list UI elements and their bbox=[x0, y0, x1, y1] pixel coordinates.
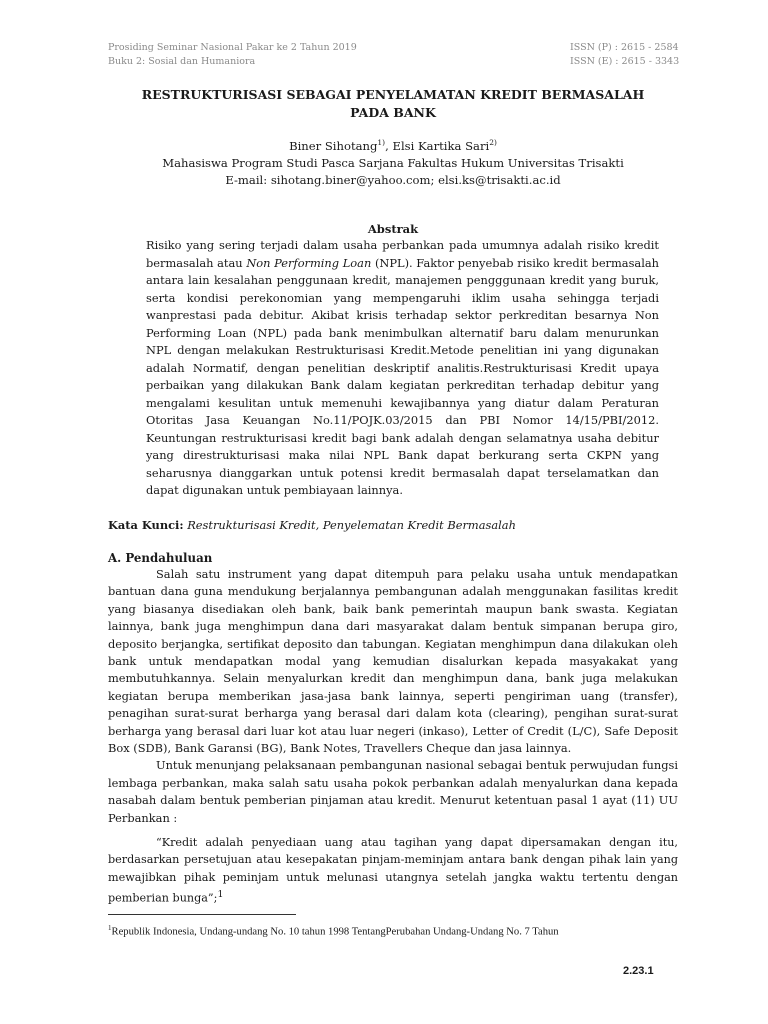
proceedings-title: Prosiding Seminar Nasional Pakar ke 2 Tahun 2019 bbox=[108, 42, 357, 53]
title-line-2: PADA BANK bbox=[350, 105, 436, 120]
footnote-divider bbox=[108, 914, 296, 915]
author-2: Elsi Kartika Sari bbox=[392, 138, 490, 153]
abstract-text-start: Risiko yang sering terjadi dalam usaha perbankan pada umumnya adalah risiko kredit bermasalah atau bbox=[146, 238, 659, 270]
abstract-heading: Abstrak bbox=[367, 222, 419, 236]
author-1: Biner Sihotang bbox=[289, 138, 378, 153]
abstract-text-rest: (NPL). Faktor penyebab risiko kredit bermasalah antara lain kesalahan penggunaan kredit, manajemen pengggunaan kredit yang buruk, serta kondisi perekonomian yang mempengaruhi iklim usaha sehingga terjadi wanprestasi pada debitur. Akibat krisis terhadap sektor perkreditan besarnya Non Performing Loan (NPL) pada bank menimbulkan alternatif baru dalam menurunkan NPL dengan melakukan Restrukturisasi Kredit.Metode penelitian ini yang digunakan adalah Normatif, dengan penelitian deskriptif analitis.Restrukturisasi Kredit upaya perbaikan yang dilakukan Bank dalam kegiatan perkreditan terhadap debitur yang mengalami kesulitan untuk memenuhi kewajibannya yang diatur dalam Peraturan Otoritas Jasa Keuangan No.11/POJK.03/2015 dan PBI Nomor 14/15/PBI/2012. Keuntungan restrukturisasi kredit bagi bank adalah dengan selamatnya usaha debitur yang direstrukturisasi maka nilai NPL Bank dapat berkurang serta CKPN yang seharusnya dianggarkan untuk potensi kredit bermasalah dapat terselamatkan dan dapat digunakan untuk pembiayaan lainnya. bbox=[146, 255, 659, 497]
affiliation: Mahasiswa Program Studi Pasca Sarjana Fakultas Hukum Universitas Trisakti bbox=[162, 155, 624, 170]
block-quote bbox=[108, 834, 678, 907]
footnote-text: Republik Indonesia, Undang-undang No. 10 tahun 1998 TentangPerubahan Undang-Undang No. 7 Tahun bbox=[111, 926, 559, 938]
running-header-left bbox=[108, 41, 357, 69]
running-header-right bbox=[570, 41, 679, 69]
page-number: 2.23.1 bbox=[623, 965, 654, 977]
issn-print: ISSN (P) : 2615 - 2584 bbox=[570, 42, 679, 53]
author-separator: , bbox=[385, 138, 393, 153]
book-label: Buku 2: Sosial dan Humaniora bbox=[108, 56, 256, 67]
section-body bbox=[108, 566, 678, 827]
quote-text: “Kredit adalah penyediaan uang atau tagihan yang dapat dipersamakan dengan itu, berdasarkan persetujuan atau kesepakatan pinjam-meminjam antara bank dengan pihak lain yang mewajibkan pihak peminjam untuk melunasi utangnya setelah jangka waktu tertentu dengan pemberian bunga”; bbox=[108, 836, 678, 905]
author-names bbox=[108, 134, 678, 155]
author-2-mark: 2) bbox=[489, 138, 497, 147]
paper-title bbox=[108, 86, 678, 122]
footnote-ref: 1 bbox=[217, 889, 224, 901]
abstract-italic-term: Non Performing Loan bbox=[246, 255, 372, 270]
body-paragraph-2: Untuk menunjang pelaksanaan pembangunan nasional sebagai bentuk perwujudan fungsi lembaga perbankan, maka salah satu usaha pokok perbankan adalah menyalurkan dana kepada nasabah dalam bentuk pemberian pinjaman atau kredit. Menurut ketentuan pasal 1 ayat (11) UU Perbankan : bbox=[108, 758, 678, 825]
issn-electronic: ISSN (E) : 2615 - 3343 bbox=[570, 56, 680, 67]
author-1-mark: 1) bbox=[377, 138, 386, 147]
body-paragraph-1: Salah satu instrument yang dapat ditempuh para pelaku usaha untuk mendapatkan bantuan dana guna mendukung berjalannya pembangunan adalah menggunakan fasilitas kredit yang biasanya disediakan oleh bank, baik bank pemerintah maupun bank swasta. Kegiatan lainnya, bank juga menghimpun dana dari masyarakat dalam bentuk simpanan berupa giro, deposito berjangka, sertifikat deposito dan tabungan. Kegiatan menghimpun dana dilakukan oleh bank untuk mendapatkan modal yang kemudian disalurkan kepada masyakakat yang membutuhkannya. Selain menyalurkan kredit dan menghimpun dana, bank juga melakukan kegiatan berupa memberikan jasa-jasa bank lainnya, seperti pengiriman uang (transfer), penagihan surat-surat berharga yang berasal dari dalam kota (clearing), pengihan surat-surat berharga yang berasal dari luar kot atau luar negeri (inkaso), Letter of Credit (L/C), Safe Deposit Box (SDB), Bank Garansi (BG), Bank Notes, Travellers Cheque dan jasa lainnya. bbox=[108, 567, 678, 756]
abstract-body bbox=[146, 237, 659, 500]
footnote-mark: 1 bbox=[108, 924, 112, 932]
abstract-paragraph bbox=[146, 237, 659, 500]
footnote bbox=[108, 921, 678, 940]
keywords-text: Restrukturisasi Kredit, Penyelematan Kredit Bermasalah bbox=[187, 518, 516, 532]
author-block bbox=[108, 134, 678, 189]
section-heading: A. Pendahuluan bbox=[108, 551, 213, 565]
email-line: E-mail: sihotang.biner@yahoo.com; elsi.ks@trisakti.ac.id bbox=[225, 172, 561, 187]
title-line-1: RESTRUKTURISASI SEBAGAI PENYELAMATAN KREDIT BERMASALAH bbox=[141, 87, 645, 102]
keywords bbox=[108, 517, 678, 534]
quote-paragraph bbox=[108, 834, 678, 907]
keywords-label: Kata Kunci: bbox=[108, 518, 184, 532]
